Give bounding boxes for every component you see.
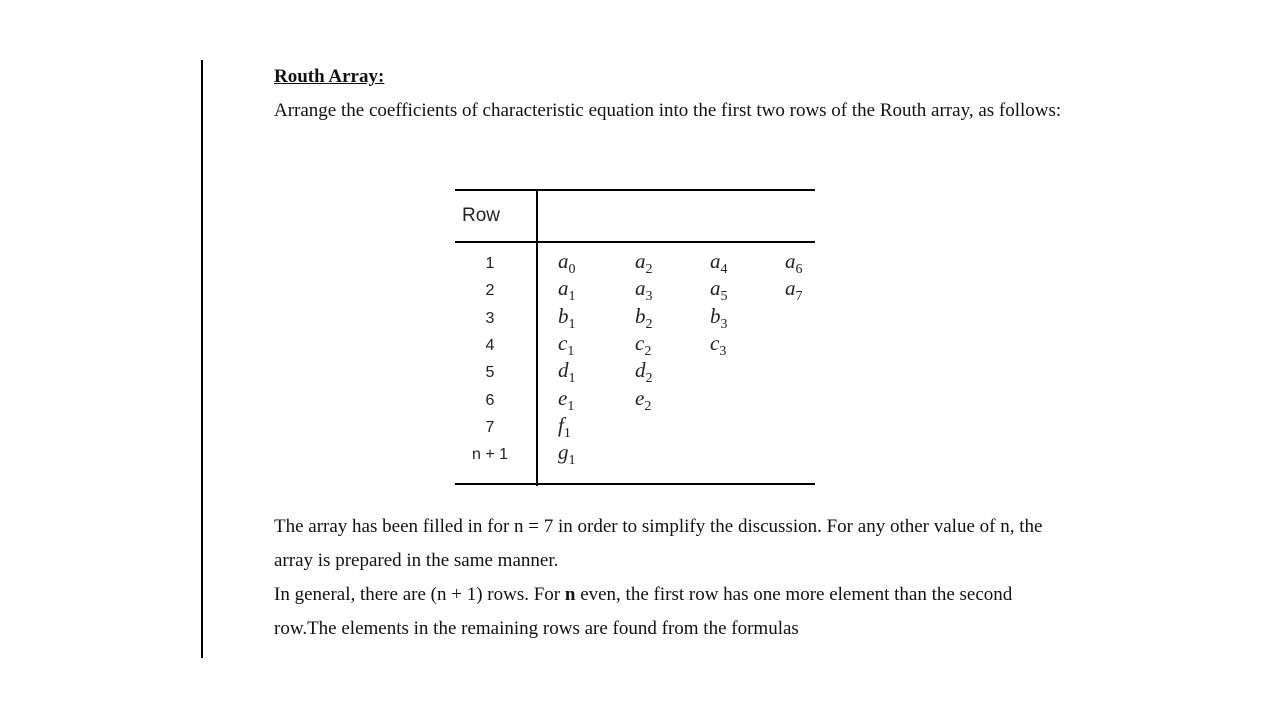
element-symbol: b (635, 303, 646, 328)
element-index: 2 (644, 344, 652, 360)
array-element (710, 249, 728, 278)
element-symbol: a (785, 276, 796, 301)
para3-part1: In general, there are (n + 1) rows. For (274, 584, 565, 605)
array-element (558, 249, 576, 278)
element-symbol: f (558, 412, 564, 437)
para3-bold-n: n (564, 584, 576, 605)
array-element (558, 276, 576, 305)
array-element (635, 304, 653, 333)
element-index: 7 (795, 289, 803, 305)
array-element (558, 440, 576, 469)
element-index: 1 (568, 371, 576, 387)
element-index: 6 (795, 262, 803, 278)
element-index: 1 (563, 425, 571, 441)
array-element (710, 276, 728, 305)
element-symbol: a (558, 249, 569, 273)
table-header-row: Row (462, 205, 501, 226)
intro-paragraph: Arrange the coefficients of characteristic equation into the first two rows of the Routh array, as follows: (274, 100, 1062, 121)
table-top-rule (455, 189, 815, 191)
array-element (558, 331, 574, 360)
row-label: 1 (485, 255, 495, 272)
paragraph-array-filled: The array has been filled in for n = 7 in order to simplify the discussion. For any other value of n, the array is prepared in the same manner. (274, 516, 1043, 571)
element-symbol: a (710, 249, 721, 273)
element-index: 1 (568, 289, 576, 305)
row-label: 6 (485, 391, 495, 409)
array-element (558, 413, 571, 442)
element-symbol: a (635, 249, 646, 273)
row-label: 5 (485, 364, 495, 382)
row-label: 2 (485, 282, 495, 300)
table-column-separator (536, 189, 538, 486)
element-symbol: a (710, 276, 721, 301)
element-symbol: e (635, 385, 645, 410)
element-symbol: a (785, 249, 796, 273)
element-index: 3 (645, 289, 653, 305)
element-index: 0 (568, 262, 576, 278)
element-index: 1 (567, 398, 575, 414)
array-element (635, 358, 653, 387)
element-symbol: c (558, 330, 568, 355)
element-index: 2 (644, 398, 652, 414)
table-header-rule (455, 241, 815, 243)
element-index: 3 (720, 316, 728, 332)
element-symbol: d (558, 358, 569, 383)
element-symbol: a (558, 276, 569, 301)
element-symbol: b (710, 303, 721, 328)
array-element (635, 276, 653, 305)
element-symbol: c (635, 330, 645, 355)
routh-array-table (455, 189, 815, 486)
array-element (710, 331, 726, 360)
table-bottom-rule (455, 483, 815, 485)
row-label: 3 (485, 309, 495, 327)
element-index: 1 (567, 344, 575, 360)
element-index: 1 (568, 453, 576, 469)
element-index: 2 (645, 316, 653, 332)
element-symbol: b (558, 303, 569, 328)
array-element (785, 249, 803, 278)
element-index: 2 (645, 262, 653, 278)
element-index: 3 (719, 344, 727, 360)
element-index: 2 (645, 371, 653, 387)
array-element (635, 249, 653, 278)
element-symbol: d (635, 358, 646, 383)
array-element (710, 304, 728, 333)
array-element (785, 276, 803, 305)
section-heading: Routh Array: (274, 66, 385, 87)
element-index: 5 (720, 289, 728, 305)
element-index: 4 (720, 262, 728, 278)
row-label: 4 (485, 336, 495, 354)
row-label: n + 1 (471, 446, 509, 464)
array-element (635, 386, 651, 415)
element-symbol: e (558, 385, 568, 410)
para3-part2: even, the first row has one more element than the second row.The elements in the remaining rows are found from the formulas (274, 584, 1013, 639)
array-element (558, 304, 576, 333)
array-element (558, 386, 574, 415)
element-symbol: c (710, 330, 720, 355)
element-symbol: a (635, 276, 646, 301)
left-margin-rule (201, 60, 203, 658)
array-element (558, 358, 576, 387)
paragraph-general-rows (274, 578, 1064, 646)
element-symbol: g (558, 440, 569, 465)
row-label: 7 (485, 418, 495, 436)
element-index: 1 (568, 316, 576, 332)
array-element (635, 331, 651, 360)
